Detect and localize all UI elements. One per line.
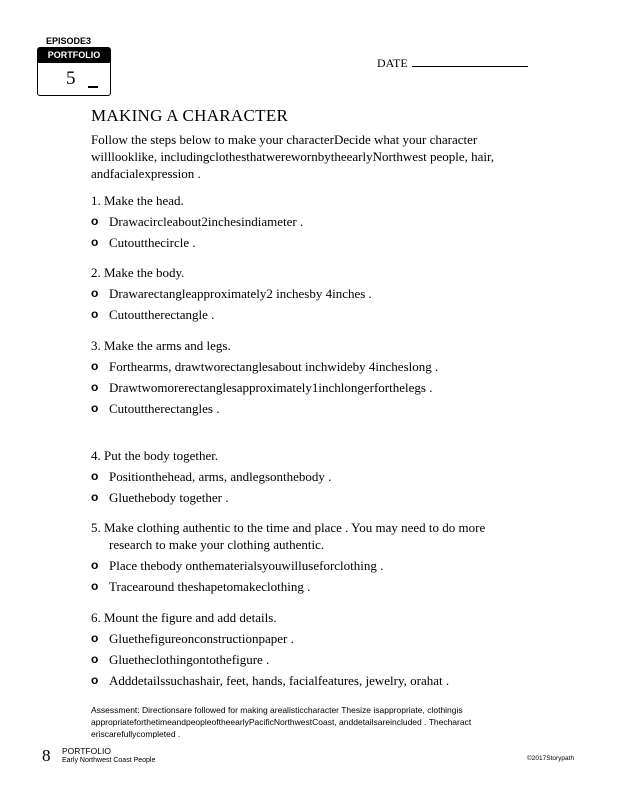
copyright: ©2017Storypath	[527, 755, 575, 762]
bullet-o-icon: o	[91, 359, 99, 373]
step-6	[91, 609, 551, 689]
bullet-o-icon: o	[91, 579, 99, 593]
step-item-text: Drawarectangleapproximately2 inchesby 4inches .	[109, 286, 372, 301]
step-2	[91, 264, 551, 323]
step-5	[91, 519, 551, 595]
step-item-text: Cutouttherectangles .	[109, 401, 220, 416]
page-number: 8	[42, 746, 51, 765]
bullet-o-icon: o	[91, 469, 99, 483]
step-heading: 2. Make the body.	[91, 265, 185, 280]
portfolio-number-underline	[88, 86, 98, 88]
date-line	[412, 66, 528, 67]
step-heading: 1. Make the head.	[91, 193, 184, 208]
footer-portfolio-label: PORTFOLIO	[62, 746, 111, 756]
step-1	[91, 192, 551, 251]
step-item-text: Gluethefigureonconstructionpaper .	[109, 631, 294, 646]
step-item-text: Adddetailssuchashair, feet, hands, facialfeatures, jewelry, orahat .	[109, 673, 450, 688]
bullet-o-icon: o	[91, 652, 99, 666]
step-item-text: Drawtwomorerectanglesapproximately1inchlongerforthelegs .	[109, 380, 433, 395]
bullet-o-icon: o	[91, 380, 99, 394]
bullet-o-icon: o	[91, 286, 99, 300]
date-label: DATE	[377, 56, 408, 70]
portfolio-badge	[37, 47, 111, 96]
step-item-text: Tracearound theshapetomakeclothing .	[109, 579, 311, 594]
step-item	[91, 234, 551, 251]
step-item-text: Positionthehead, arms, andlegsonthebody .	[109, 469, 332, 484]
bullet-o-icon: o	[91, 490, 99, 504]
step-item	[91, 379, 551, 396]
step-item-text: Gluethebody together .	[109, 490, 229, 505]
step-item	[91, 651, 551, 668]
bullet-o-icon: o	[91, 307, 99, 321]
step-item	[91, 557, 551, 574]
step-item	[91, 468, 551, 485]
step-3	[91, 337, 551, 417]
footer-portfolio	[62, 746, 155, 766]
bullet-o-icon: o	[91, 214, 99, 228]
step-heading: 5. Make clothing authentic to the time and place . You may need to do more research to make your clothing authentic.	[91, 520, 486, 552]
step-item	[91, 672, 551, 689]
step-heading: 3. Make the arms and legs.	[91, 338, 231, 353]
bullet-o-icon: o	[91, 401, 99, 415]
bullet-o-icon: o	[91, 673, 99, 687]
step-item	[91, 578, 551, 595]
bullet-o-icon: o	[91, 631, 99, 645]
step-item	[91, 358, 551, 375]
step-item-text: Gluetheclothingontothefigure .	[109, 652, 270, 667]
bullet-o-icon: o	[91, 235, 99, 249]
step-item	[91, 285, 551, 302]
step-item-text: Cutoutthecircle .	[109, 235, 196, 250]
page-title: MAKING A CHARACTER	[91, 106, 289, 125]
bullet-o-icon: o	[91, 558, 99, 572]
footer-subtitle: Early Northwest Coast People	[62, 757, 156, 764]
assessment-text: Assessment: Directionsare followed for making arealisticcharacter Thesize isappropriate, clothingis appropriateforthetimeandpeopleoftheearlyPacificNorthwestCoast, anddetailsareincluded . Thecharact eriscarefullycompleted .	[91, 705, 472, 739]
episode-label: EPISODE3	[46, 36, 92, 46]
portfolio-badge-label: PORTFOLIO	[38, 48, 110, 63]
step-heading: 4. Put the body together.	[91, 448, 219, 463]
step-item	[91, 213, 551, 230]
step-item-text: Cutouttherectangle .	[109, 307, 215, 322]
step-item	[91, 489, 551, 506]
step-4	[91, 447, 551, 506]
step-item	[91, 630, 551, 647]
step-item-text: Forthearms, drawtworectanglesabout inchwideby 4incheslong .	[109, 359, 439, 374]
step-item-text: Drawacircleabout2inchesindiameter .	[109, 214, 304, 229]
intro-text: Follow the steps below to make your characterDecide what your character willlooklike, includingclothesthatwerewornbytheearlyNorthwest people, hair, andfacialexpression .	[91, 132, 495, 181]
step-heading: 6. Mount the figure and add details.	[91, 610, 277, 625]
portfolio-number: 5	[66, 68, 76, 89]
step-item-text: Place thebody onthematerialsyouwilluseforclothing .	[109, 558, 384, 573]
step-item	[91, 306, 551, 323]
step-item	[91, 400, 551, 417]
